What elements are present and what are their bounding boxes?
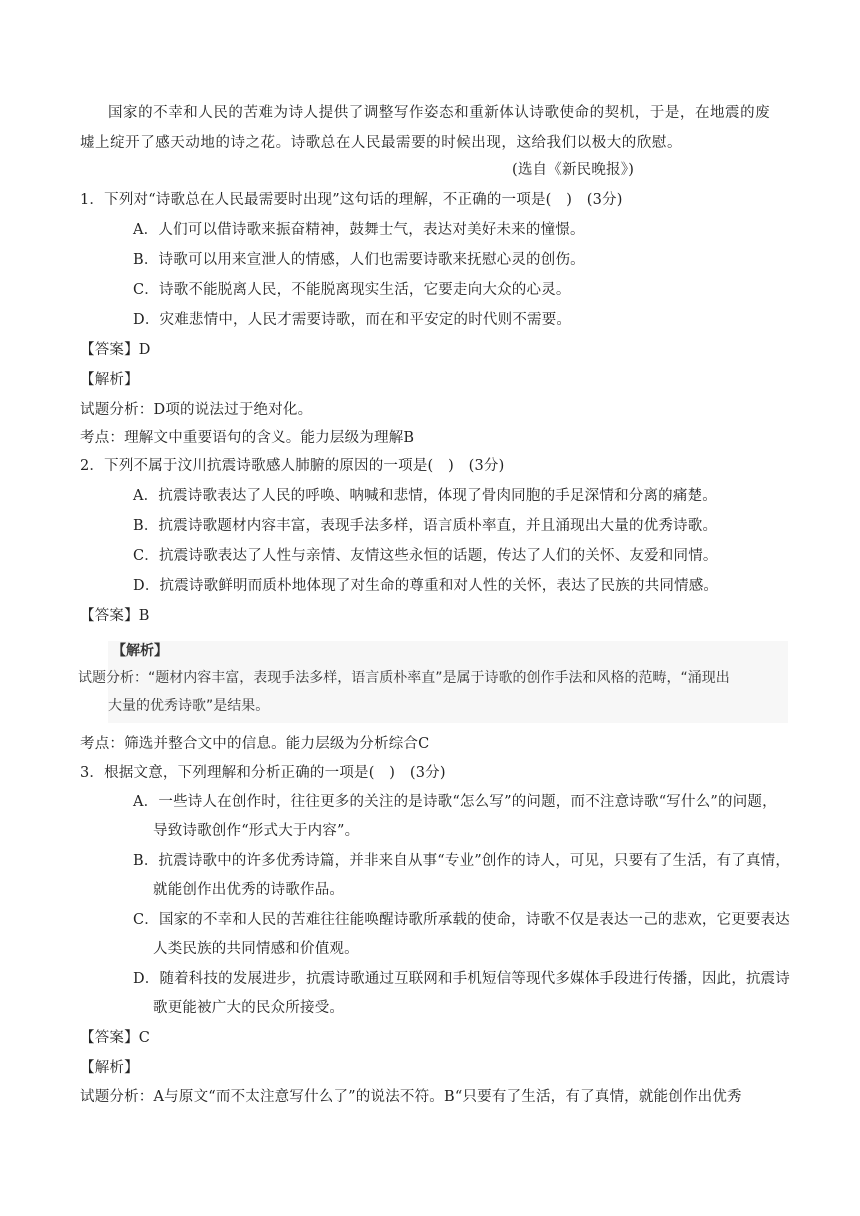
q2-stem: 2．下列不属于汶川抗震诗歌感人肺腑的原因的一项是( ) (3分) bbox=[80, 458, 505, 474]
q3-option-c-line-1: C．国家的不幸和人民的苦难往往能唤醒诗歌所承载的使命，诗歌不仅是表达一己的悲欢，它更要表达 bbox=[133, 912, 790, 928]
source-citation: (选自《新民晚报》) bbox=[512, 162, 635, 178]
q1-option-b: B．诗歌可以用来宣泄人的情感，人们也需要诗歌来抚慰心灵的创伤。 bbox=[133, 252, 585, 268]
q2-analysis-label: 【解析】 bbox=[112, 643, 168, 659]
q2-point: 考点：筛选并整合文中的信息。能力层级为分析综合C bbox=[80, 736, 430, 752]
q3-option-d-line-1: D．随着科技的发展进步，抗震诗歌通过互联网和手机短信等现代多媒体手段进行传播，因此，抗震诗 bbox=[133, 971, 790, 987]
q2-analysis-line-1: 试题分析：“题材内容丰富，表现手法多样，语言质朴率直”是属于诗歌的创作手法和风格的范畴，“涌现出 bbox=[78, 670, 730, 686]
q3-analysis-label: 【解析】 bbox=[80, 1060, 139, 1076]
q1-analysis: 试题分析：D项的说法过于绝对化。 bbox=[80, 402, 313, 418]
q1-stem: 1．下列对“诗歌总在人民最需要时出现”这句话的理解，不正确的一项是( ) (3分) bbox=[80, 192, 623, 208]
q3-option-d-line-2: 歌更能被广大的民众所接受。 bbox=[153, 1000, 345, 1016]
q2-option-c: C．抗震诗歌表达了人性与亲情、友情这些永恒的话题，传达了人们的关怀、友爱和同情。 bbox=[133, 548, 718, 564]
q2-option-d: D．抗震诗歌鲜明而质朴地体现了对生命的尊重和对人性的关怀，表达了民族的共同情感。 bbox=[133, 578, 719, 594]
q1-answer: 【答案】D bbox=[80, 342, 151, 358]
q3-analysis: 试题分析：A与原文“而不太注意写什么了”的说法不符。B“只要有了生活，有了真情，就能创作出优秀 bbox=[80, 1089, 742, 1105]
q1-option-d: D．灾难悲情中，人民才需要诗歌，而在和平安定的时代则不需要。 bbox=[133, 312, 572, 328]
q3-option-b-line-1: B．抗震诗歌中的许多优秀诗篇，并非来自从事“专业”创作的诗人，可见，只要有了生活，有了真情， bbox=[133, 853, 791, 869]
q1-point: 考点：理解文中重要语句的含义。能力层级为理解B bbox=[80, 430, 415, 446]
q2-analysis-line-2: 大量的优秀诗歌”是结果。 bbox=[108, 698, 270, 714]
q1-analysis-label: 【解析】 bbox=[80, 372, 139, 388]
q3-option-c-line-2: 人类民族的共同情感和价值观。 bbox=[153, 941, 359, 957]
q1-option-c: C．诗歌不能脱离人民，不能脱离现实生活，它要走向大众的心灵。 bbox=[133, 282, 571, 298]
q3-option-a-line-1: A．一些诗人在创作时，往往更多的关注的是诗歌“怎么写”的问题，而不注意诗歌“写什么”的问题， bbox=[133, 794, 777, 810]
q2-option-a: A．抗震诗歌表达了人民的呼唤、呐喊和悲情，体现了骨肉同胞的手足深情和分离的痛楚。 bbox=[133, 488, 717, 504]
intro-line-2: 墟上绽开了感天动地的诗之花。诗歌总在人民最需要的时候出现，这给我们以极大的欣慰。 bbox=[80, 135, 682, 151]
q3-option-a-line-2: 导致诗歌创作“形式大于内容”。 bbox=[153, 823, 360, 839]
q1-option-a: A．人们可以借诗歌来振奋精神，鼓舞士气，表达对美好未来的憧憬。 bbox=[133, 222, 585, 238]
q3-answer: 【答案】C bbox=[80, 1030, 151, 1046]
intro-line-1: 国家的不幸和人民的苦难为诗人提供了调整写作姿态和重新体认诗歌使命的契机，于是，在地震的废 bbox=[108, 105, 771, 121]
q3-option-b-line-2: 就能创作出优秀的诗歌作品。 bbox=[153, 882, 345, 898]
scanned-analysis-image bbox=[78, 641, 788, 723]
q2-answer: 【答案】B bbox=[80, 608, 150, 624]
q3-stem: 3．根据文意，下列理解和分析正确的一项是( ) (3分) bbox=[80, 765, 446, 781]
q2-option-b: B．抗震诗歌题材内容丰富，表现手法多样，语言质朴率直，并且涌现出大量的优秀诗歌。 bbox=[133, 518, 718, 534]
